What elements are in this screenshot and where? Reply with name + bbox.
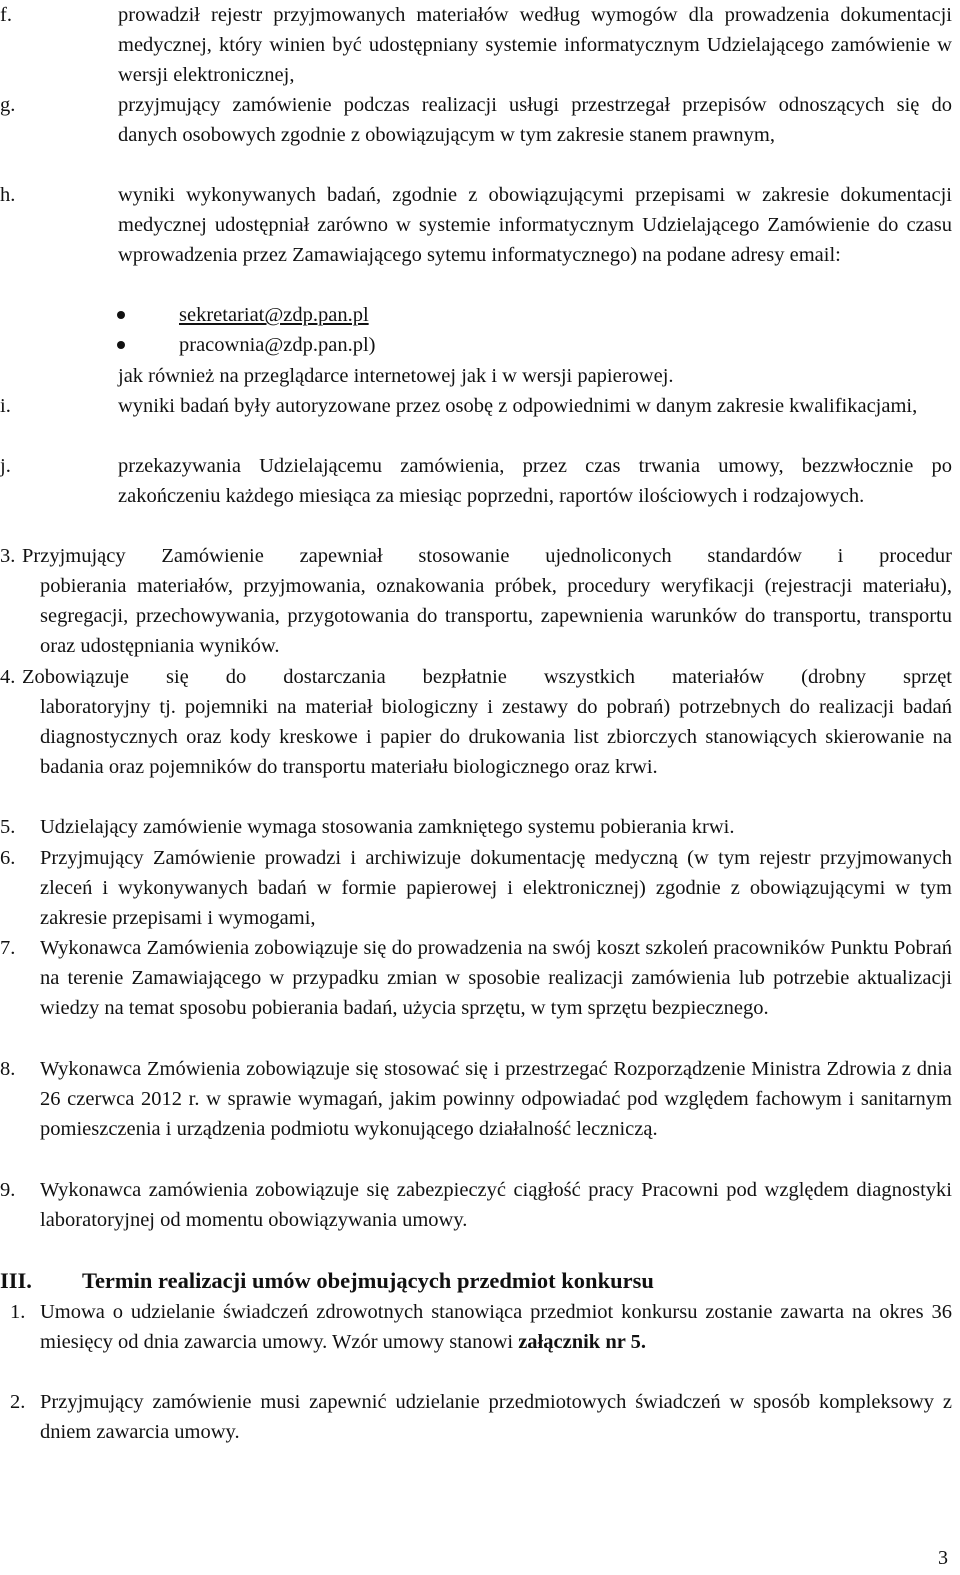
list-item-text: wyniki wykonywanych badań, zgodnie z obowiązującymi przepisami w zakresie dokumentacji medycznej udostępniał zarówno w systemie informatycznym Udzielającego Zamówienie do czasu wprowadzenia przez Zamawiającego sytemu informatycznego) na podane adresy email: bbox=[118, 184, 952, 267]
numbered-item-6 bbox=[0, 843, 952, 933]
item-number: 2. bbox=[10, 1391, 26, 1413]
list-item-text: prowadził rejestr przyjmowanych materiałów według wymogów dla prowadzenia dokumentacji medycznej, który winien być udostępniany systemie informatycznym Udzielającego zamówienie w wersji elektronicznej, bbox=[118, 4, 952, 87]
item-first-line: Przyjmujący Zamówienie zapewniał stosowanie ujednoliconych standardów i procedur bbox=[22, 545, 952, 567]
list-item-h bbox=[0, 180, 952, 270]
item-text: Udzielający zamówienie wymaga stosowania zamkniętego systemu pobierania krwi. bbox=[40, 816, 735, 838]
item-number: 9. bbox=[0, 1179, 16, 1201]
item-text: Wykonawca zamówienia zobowiązuje się zabezpieczyć ciągłość pracy Pracowni pod względem diagnostyki laboratoryjnej od momentu obowiązywania umowy. bbox=[40, 1179, 952, 1232]
numbered-item-7 bbox=[0, 933, 952, 1023]
bullet-icon bbox=[117, 311, 125, 319]
numbered-item-9 bbox=[0, 1175, 952, 1235]
numbered-item-5 bbox=[0, 812, 952, 842]
item-text: pobierania materiałów, przyjmowania, oznakowania próbek, procedury weryfikacji (rejestracji materiału), segregacji, przechowywania, przygotowania do transportu, zapewnienia warunków do transportu, transportu oraz udostępniania wyników. bbox=[40, 575, 952, 658]
item-first-line: Zobowiązuje się do dostarczania bezpłatnie wszystkich materiałów (drobny sprzęt bbox=[22, 666, 952, 688]
numbered-item-8 bbox=[0, 1054, 952, 1144]
item-text: Wykonawca Zamówienia zobowiązuje się do prowadzenia na swój koszt szkoleń pracowników Punktu Pobrań na terenie Zamawiającego w przypadku zmian w sposobie realizacji zamówienia lub potrzebie aktualizacji wiedzy na temat sposobu pobierania badań, użycia sprzętu, w tym sprzętu bezpiecznego. bbox=[40, 937, 952, 1020]
list-item-g bbox=[0, 90, 952, 150]
item-text: laboratoryjny tj. pojemniki na materiał biologiczny i zestawy do pobrań) potrzebnych do realizacji badań diagnostycznych oraz kody kreskowe i papier do drukowania list zbiorczych stanowiących skierowanie na badania oraz pojemników do transportu materiału biologicznego oraz krwi. bbox=[40, 696, 952, 779]
section-title: Termin realizacji umów obejmujących przedmiot konkursu bbox=[82, 1268, 654, 1293]
item-text bbox=[40, 1297, 952, 1357]
section-item-1 bbox=[10, 1297, 952, 1357]
list-item-text: przyjmujący zamówienie podczas realizacji usługi przestrzegał przepisów odnoszących się do danych osobowych zgodnie z obowiązującym w tym zakresie stanem prawnym, bbox=[118, 94, 952, 147]
list-item-h-tail: jak również na przeglądarce internetowej jak i w wersji papierowej. bbox=[118, 365, 674, 387]
list-marker: f. bbox=[0, 4, 12, 26]
item-number: 7. bbox=[0, 937, 16, 959]
list-marker: j. bbox=[0, 455, 11, 477]
item-number: 5. bbox=[0, 816, 16, 838]
item-number: 8. bbox=[0, 1058, 16, 1080]
list-item-j bbox=[0, 451, 952, 511]
list-marker: i. bbox=[0, 395, 11, 417]
list-item-text: przekazywania Udzielającemu zamówienia, przez czas trwania umowy, bezzwłocznie po zakończeniu każdego miesiąca za miesiąc poprzedni, raportów ilościowych i rodzajowych. bbox=[118, 455, 952, 508]
section-item-2 bbox=[10, 1387, 952, 1447]
email-link-sekretariat[interactable]: sekretariat@zdp.pan.pl bbox=[179, 304, 369, 326]
list-item-i bbox=[0, 391, 952, 421]
bullet-icon bbox=[117, 341, 125, 349]
item-text-main: Umowa o udzielanie świadczeń zdrowotnych stanowiąca przedmiot konkursu zostanie zawarta na okres 36 miesięcy od dnia zawarcia umowy. Wzór umowy stanowi bbox=[40, 1301, 952, 1354]
item-number: 3. bbox=[0, 545, 16, 567]
item-number: 4. bbox=[0, 666, 16, 688]
attachment-reference: załącznik nr 5. bbox=[518, 1331, 646, 1354]
item-number: 1. bbox=[10, 1301, 26, 1323]
item-text: Wykonawca Zmówienia zobowiązuje się stosować się i przestrzegać Rozporządzenie Ministra Zdrowia z dnia 26 czerwca 2012 r. w sprawie wymagań, jakim powinny odpowiadać pod względem fachowym i sanitarnym pomieszczenia i urządzenia podmiotu wykonującego działalność leczniczą. bbox=[40, 1058, 952, 1141]
page-number: 3 bbox=[938, 1547, 948, 1569]
list-item-text: wyniki badań były autoryzowane przez osobę z odpowiednimi w danym zakresie kwalifikacjami, bbox=[118, 395, 918, 417]
item-text: Przyjmujący Zamówienie prowadzi i archiwizuje dokumentację medyczną (w tym rejestr przyjmowanych zleceń i wykonywanych badań w formie papierowej i elektronicznej) zgodnie z obowiązującymi w tym zakresie przepisami i wymogami, bbox=[40, 847, 952, 930]
section-numeral: III. bbox=[0, 1268, 32, 1293]
list-marker: g. bbox=[0, 94, 16, 116]
email-text-pracownia: pracownia@zdp.pan.pl) bbox=[179, 334, 376, 356]
list-marker: h. bbox=[0, 184, 16, 206]
list-item-f bbox=[0, 0, 952, 90]
item-text: Przyjmujący zamówienie musi zapewnić udzielanie przedmiotowych świadczeń w sposób kompleksowy z dniem zawarcia umowy. bbox=[40, 1391, 952, 1444]
item-number: 6. bbox=[0, 847, 16, 869]
